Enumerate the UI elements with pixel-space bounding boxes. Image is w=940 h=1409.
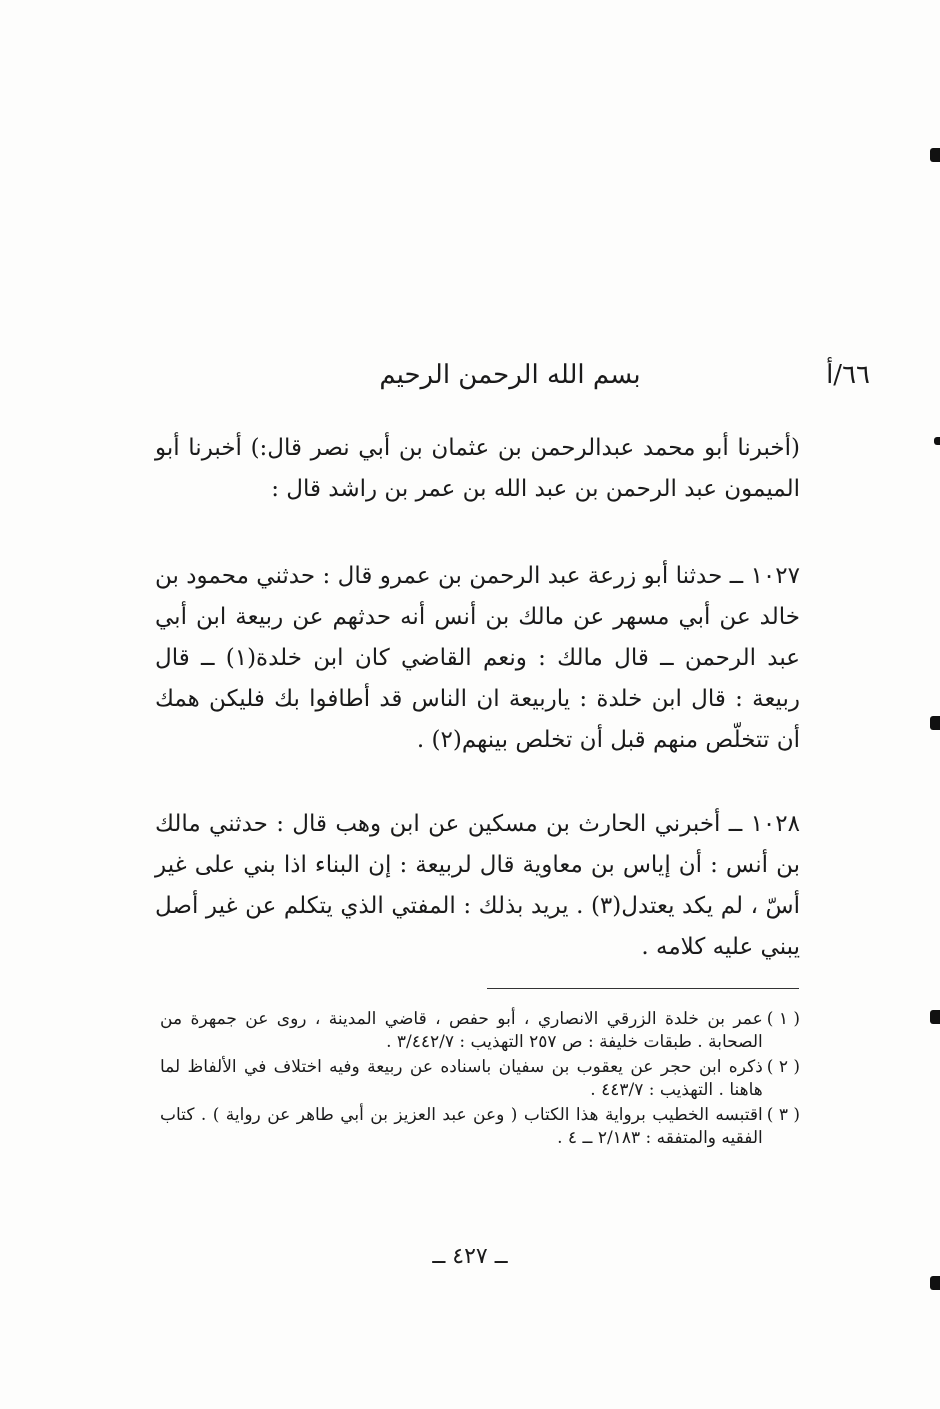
footnote-number: ( ٢ ) [766, 1057, 800, 1077]
binding-mark [930, 1010, 940, 1024]
footnote-2 [160, 1056, 800, 1102]
page-header [150, 356, 870, 406]
paragraph-text: ١٠٢٨ ــ أخبرني الحارث بن مسكين عن ابن وهب قال : حدثني مالك بن أنس : أن إياس بن معاوية قال لربيعة : إن البناء اذا بني على غير أسّ ، لم يكد يعتدل(٣) . يريد بذلك : المفتي الذي يتكلم عن غير أصل يبني عليه كلامه . [155, 811, 800, 960]
footnote-text: عمر بن خلدة الزرقي الانصاري ، أبو حفص ، قاضي المدينة ، روى عن جمهرة من الصحابة . طبقات خليفة : ص ٢٥٧ التهذيب : ٣/٤٤٢/٧ . [160, 1009, 763, 1052]
footnote-1 [160, 1008, 800, 1054]
basmala-heading: بسم الله الرحمن الرحيم [379, 360, 641, 390]
footnote-number: ( ١ ) [766, 1009, 800, 1029]
footnote-number: ( ٣ ) [766, 1105, 800, 1125]
binding-mark [930, 1276, 940, 1290]
footnote-divider [487, 988, 799, 989]
paragraph-text: (أخبرنا أبو محمد عبدالرحمن بن عثمان بن أبي نصر قال:) أخبرنا أبو الميمون عبد الرحمن بن عبد الله بن عمر بن راشد قال : [155, 435, 800, 502]
footnote-text: اقتبسه الخطيب برواية هذا الكتاب ( وعن عبد العزيز بن أبي طاهر عن رواية ) . كتاب الفقيه والمتفقه : ٢/١٨٣ ــ ٤ . [160, 1105, 763, 1148]
narration-1028-paragraph [155, 804, 800, 968]
narration-1027-paragraph [155, 556, 800, 761]
binding-mark [930, 148, 940, 162]
binding-mark [930, 716, 940, 730]
paragraph-text: ١٠٢٧ ــ حدثنا أبو زرعة عبد الرحمن بن عمرو قال : حدثني محمود بن خالد عن أبي مسهر عن مالك بن أنس أنه حدثهم عن ربيعة ابن أبي عبد الرحمن ــ قال مالك : ونعم القاضي كان ابن خلدة(١) ــ قال ربيعة : قال ابن خلدة : ياربيعة ان الناس قد أطافوا بك فليكن همك أن تتخلّص منهم قبل أن تخلص بينهم(٢) . [155, 563, 800, 753]
binding-mark [934, 437, 940, 445]
footnote-3 [160, 1104, 800, 1150]
footnotes-section [160, 1008, 800, 1152]
isnad-intro-paragraph [155, 428, 800, 510]
footnote-text: ذكره ابن حجر عن يعقوب بن سفيان باسناده عن ربيعة وفيه اختلاف في الألفاظ لما هاهنا . التهذيب : ٤٤٣/٧ . [160, 1057, 763, 1100]
manuscript-page-reference: ٦٦/أ [826, 360, 870, 390]
page-number: ــ ٤٢٧ ــ [432, 1244, 508, 1269]
